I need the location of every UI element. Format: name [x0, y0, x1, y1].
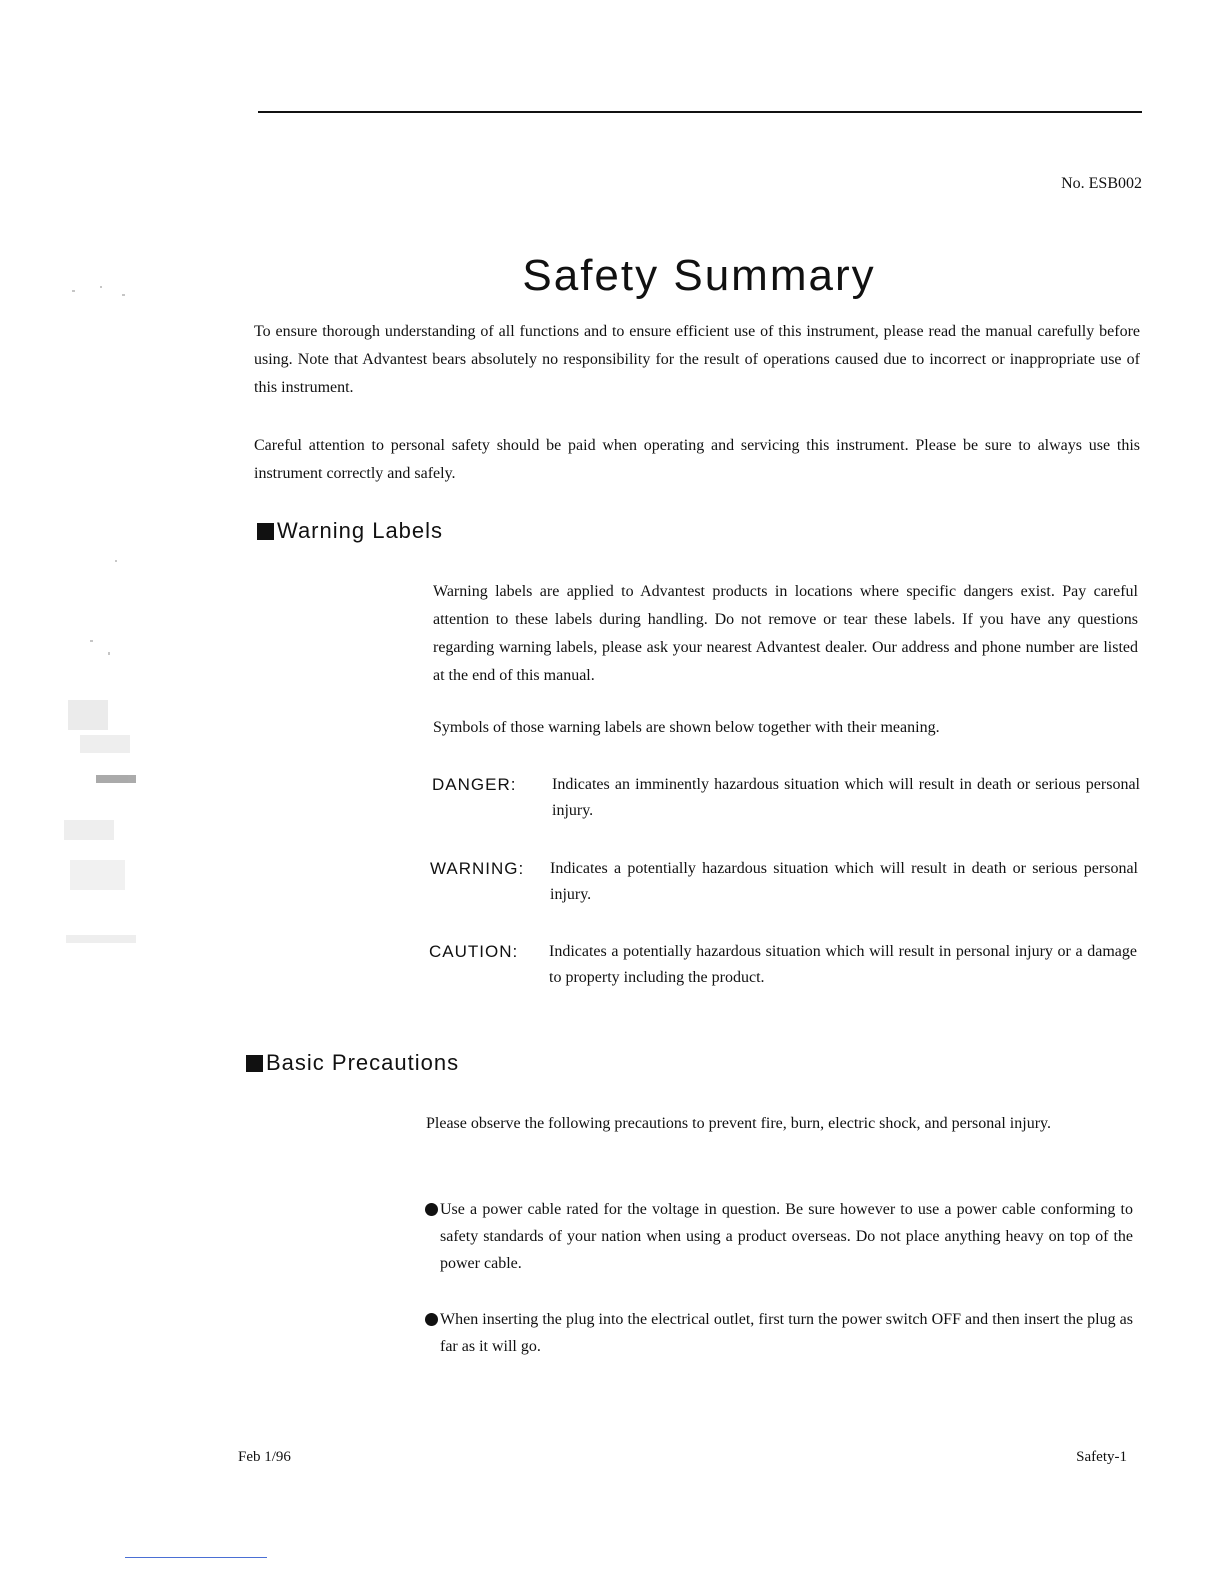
document-number: No. ESB002: [1061, 175, 1142, 192]
symbol-text-warning: Indicates a potentially hazardous situation which will result in death or serious personal injury.: [550, 860, 1138, 903]
bottom-rule: [125, 1557, 267, 1558]
list-item: [425, 1306, 1133, 1360]
list-item: [425, 1196, 1133, 1277]
bullet-text: When inserting the plug into the electrical outlet, first turn the power switch OFF and then insert the plug as far as it will go.: [440, 1311, 1133, 1355]
warning-labels-paragraph-2: Symbols of those warning labels are shown below together with their meaning.: [433, 719, 940, 736]
symbol-key-warning: WARNING:: [430, 859, 525, 878]
warning-labels-heading: [257, 518, 443, 544]
warning-labels-heading-text: Warning Labels: [277, 518, 444, 543]
symbol-text-caution: Indicates a potentially hazardous situation which will result in personal injury or a damage to property including the product.: [549, 943, 1137, 986]
header-rule: [258, 111, 1142, 113]
footer-date: Feb 1/96: [238, 1449, 291, 1465]
basic-precautions-intro: Please observe the following precautions to prevent fire, burn, electric shock, and personal injury.: [426, 1115, 1051, 1132]
bullet-text: Use a power cable rated for the voltage in question. Be sure however to use a power cable conforming to safety standards of your nation when using a product overseas. Do not place anything heavy on top of the power cable.: [440, 1201, 1133, 1272]
symbol-key-caution: CAUTION:: [429, 942, 519, 961]
symbol-row-warning: [430, 856, 1138, 908]
symbol-key-danger: DANGER:: [432, 775, 517, 794]
basic-precautions-heading-text: Basic Precautions: [266, 1050, 460, 1075]
basic-precautions-heading: [246, 1050, 459, 1076]
bullet-dot-icon: [425, 1203, 438, 1216]
warning-labels-paragraph-1: Warning labels are applied to Advantest products in locations where specific dangers exist. Pay careful attention to these labels during handling. Do not remove or tear these labels. If you have any questions regarding warning labels, please ask your nearest Advantest dealer. Our address and phone number are listed at the end of this manual.: [433, 583, 1138, 684]
symbol-row-danger: [432, 772, 1140, 824]
square-bullet-icon: [246, 1055, 263, 1072]
bullet-dot-icon: [425, 1313, 438, 1326]
intro-paragraph-1: To ensure thorough understanding of all functions and to ensure efficient use of this instrument, please read the manual carefully before using. Note that Advantest bears absolutely no responsibility for the result of operations caused due to incorrect or inappropriate use of this instrument.: [254, 323, 1140, 396]
page-title: Safety Summary: [522, 251, 876, 301]
scan-noise: [60, 280, 150, 960]
symbol-row-caution: [429, 939, 1137, 991]
symbol-text-danger: Indicates an imminently hazardous situation which will result in death or serious personal injury.: [552, 776, 1140, 819]
intro-paragraph-2: Careful attention to personal safety should be paid when operating and servicing this instrument. Please be sure to always use this instrument correctly and safely.: [254, 437, 1140, 482]
footer-page-number: Safety-1: [1076, 1449, 1127, 1465]
square-bullet-icon: [257, 523, 274, 540]
